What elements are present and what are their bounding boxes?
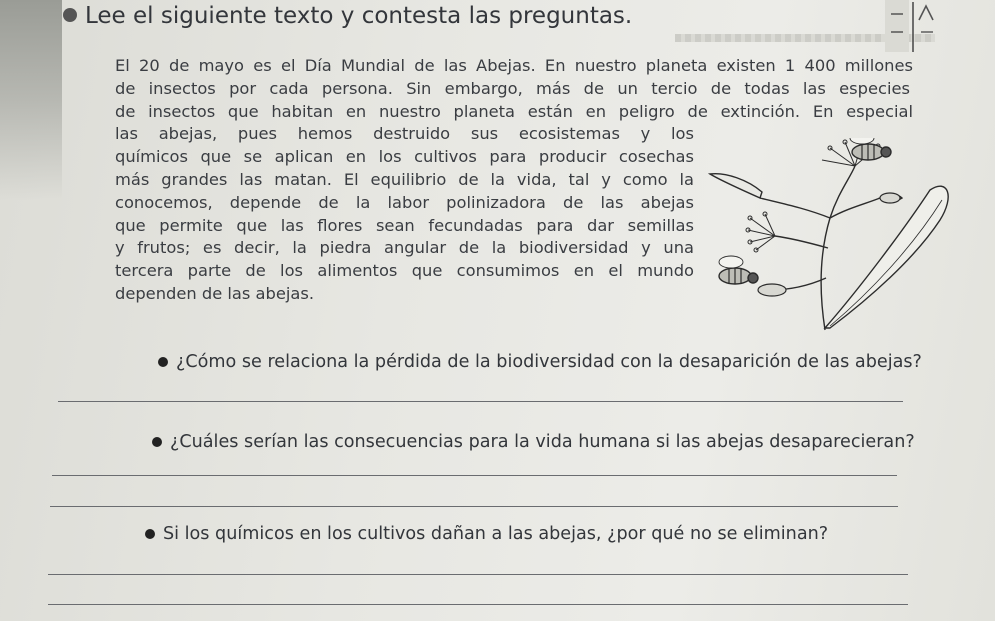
dot-bullet-icon [145,529,155,539]
answer-line[interactable] [48,604,908,605]
passage-line: más grandes las matan. El equilibrio de la vida, tal y como la [115,169,694,189]
passage-line: que permite que las flores sean fecundadas para dar semillas [115,215,694,235]
answer-line[interactable] [52,475,897,476]
question-1: ¿Cómo se relaciona la pérdida de la biodiversidad con la desaparición de las abejas? [176,352,922,372]
page-shadow [0,0,62,200]
dot-bullet-icon [158,357,168,367]
answer-line[interactable] [58,401,903,402]
question-3: Si los químicos en los cultivos dañan a las abejas, ¿por qué no se eliminan? [163,524,829,544]
page-corner-icon [883,0,939,52]
passage-line: y frutos; es decir, la piedra angular de la biodiversidad y una [115,238,694,258]
passage-line: las abejas, pues hemos destruido sus ecosistemas y los [115,124,694,144]
title-bullet-icon [63,8,77,22]
passage-line: de insectos por cada persona. Sin embargo, más de un tercio de todas las especies [115,78,910,98]
dot-bullet-icon [152,437,162,447]
passage-line: tercera parte de los alimentos que consumimos en el mundo [115,261,694,281]
question-2: ¿Cuáles serían las consecuencias para la vida humana si las abejas desaparecieran? [170,432,915,452]
page-title: Lee el siguiente texto y contesta las preguntas. [85,3,633,29]
flower-and-bees-illustration [690,138,955,338]
passage-line: químicos que se aplican en los cultivos para producir cosechas [115,147,694,167]
answer-line[interactable] [50,506,898,507]
passage-line: de insectos que habitan en nuestro planeta están en peligro de extinción. En especial [115,101,913,121]
answer-line[interactable] [48,574,908,575]
passage-line: El 20 de mayo es el Día Mundial de las Abejas. En nuestro planeta existen 1 400 millones [115,56,913,75]
passage-line: dependen de las abejas. [115,283,315,303]
passage-line: conocemos, depende de la labor polinizadora de las abejas [115,192,694,212]
